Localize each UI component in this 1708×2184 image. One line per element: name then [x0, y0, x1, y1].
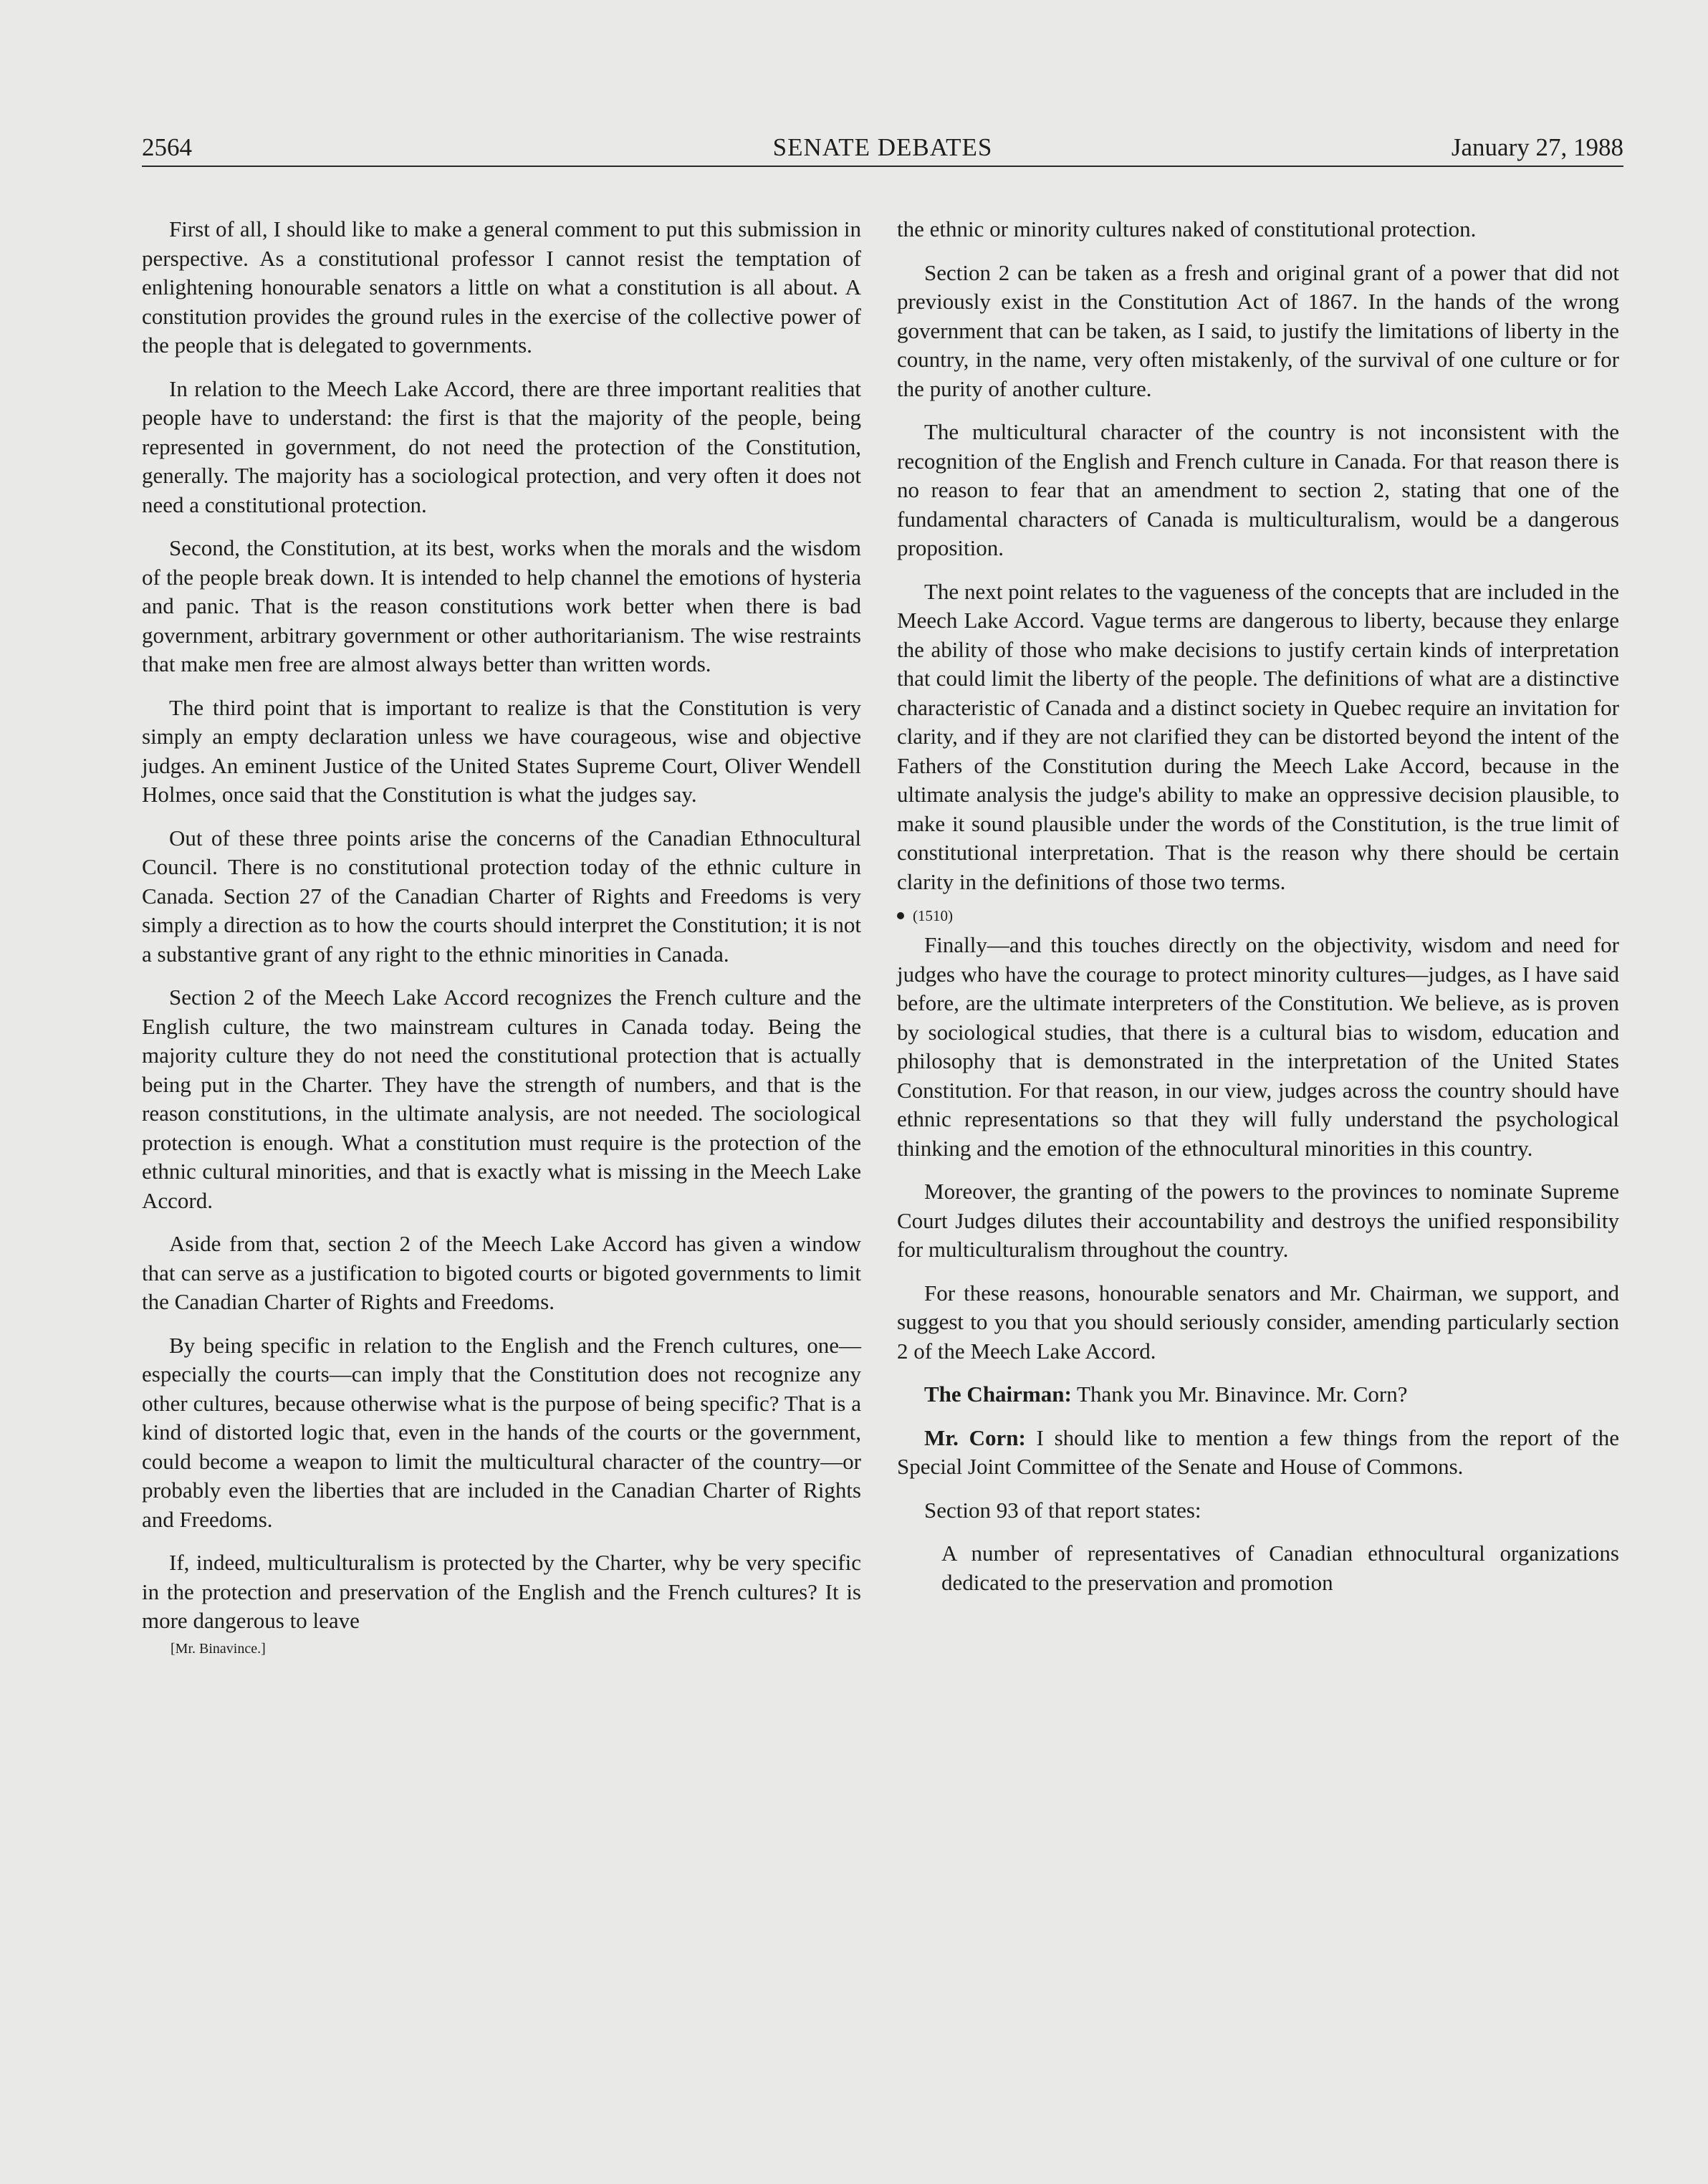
section-intro: Section 93 of that report states:	[924, 1497, 1201, 1523]
time-marker	[897, 905, 1619, 926]
paragraph: By being specific in relation to the English and the French cultures, one—especially the courts—can imply that the Constitution does not recognize any other cultures, because otherwise what is the purpose of being specific? That is a kind of distorted logic that, even in the hands of the courts or the government, could become a weapon to limit the multicultural character of the country—or probably even the liberties that are included in the Canadian Charter of Rights and Freedoms.	[142, 1332, 861, 1532]
paragraph: The third point that is important to realize is that the Constitution is very simply an empty declaration unless we have courageous, wise and objective judges. An eminent Justice of the United States Supreme Court, Oliver Wendell Holmes, once said that the Constitution is what the judges say.	[142, 694, 861, 807]
bullet-icon	[897, 912, 904, 919]
time-marker-label: (1510)	[913, 907, 953, 924]
publication-title: SENATE DEBATES	[772, 133, 993, 161]
header-rule	[142, 166, 1623, 167]
paragraph: Section 2 of the Meech Lake Accord recognizes the French culture and the English culture, the two mainstream cultures in Canada today. Being the majority culture they do not need the constitutional protection that is actually being put in the Charter. They have the strength of numbers, and that is the reason constitutions, in the ultimate analysis, are not needed. The sociological protection is enough. What a constitution must require is the protection of the ethnic cultural minorities, and that is exactly what is missing in the Meech Lake Accord.	[142, 985, 861, 1213]
paragraph: Aside from that, section 2 of the Meech Lake Accord has given a window that can serve as a justification to bigoted courts or bigoted governments to limit the Canadian Charter of Rights and Freedoms.	[142, 1231, 861, 1314]
chairman-remark	[897, 1380, 1619, 1409]
paragraph: The next point relates to the vagueness of the concepts that are included in the Meech Lake Accord. Vague terms are dangerous to liberty, because they enlarge the ability of those who make decisions to justify certain kinds of interpretation that could limit the liberty of the people. The definitions of what are a distinctive characteristic of Canada and a distinct society in Quebec require an invitation for clarity, and if they are not clarified they can be distorted beyond the intent of the Fathers of the Constitution during the Meech Lake Accord, because in the ultimate analysis the judge's ability to make an oppressive decision plausible, to make it sound plausible under the words of the Constitution, is the true limit of constitutional interpretation. That is the reason why there should be certain clarity in the definitions of those two terms.	[897, 578, 1619, 894]
paragraph-continuation: the ethnic or minority cultures naked of constitutional protection.	[897, 216, 1477, 241]
page-header	[142, 131, 1623, 164]
paragraph: The multicultural character of the country is not inconsistent with the recognition of the English and French culture in Canada. For that reason there is no reason to fear that an amendment to section 2, stating that one of the fundamental characters of Canada is multiculturalism, would be a dangerous proposition.	[897, 419, 1619, 560]
paragraph: In relation to the Meech Lake Accord, there are three important realities that people have to understand: the first is that the majority of the people, being represented in government, do not need the protection of the Constitution, generally. The majority has a sociological protection, and very often it does not need a constitutional protection.	[142, 375, 861, 517]
paragraph: If, indeed, multiculturalism is protected by the Charter, why be very specific in the protection and preservation of the English and the French cultures? It is more dangerous to leave	[142, 1550, 861, 1633]
remark-text: I should like to mention a few things from the report of the Special Joint Committee of the Senate and House of Commons.	[897, 1424, 1619, 1479]
corn-remark	[897, 1424, 1619, 1482]
paragraph: Second, the Constitution, at its best, works when the morals and the wisdom of the people break down. It is intended to help channel the emotions of hysteria and panic. That is the reason constitutions work better when there is bad government, arbitrary government or other authoritarianism. The wise restraints that make men free are almost always better than written words.	[142, 535, 861, 676]
right-column	[897, 215, 1619, 1611]
paragraph: For these reasons, honourable senators and Mr. Chairman, we support, and suggest to you that you should seriously consider, amending particularly section 2 of the Meech Lake Accord.	[897, 1280, 1619, 1364]
speaker-name: Mr. Corn:	[924, 1424, 1026, 1450]
block-quote: A number of representatives of Canadian ethnocultural organizations dedicated to the preservation and promotion	[941, 1541, 1619, 1595]
page-number: 2564	[142, 133, 192, 161]
issue-date: January 27, 1988	[1451, 133, 1623, 161]
paragraph: Section 2 can be taken as a fresh and original grant of a power that did not previously exist in the Constitution Act of 1867. In the hands of the wrong government that can be taken, as I said, to justify the limitations of liberty in the country, in the name, very often mistakenly, of the survival of one culture or for the purity of another culture.	[897, 259, 1619, 401]
left-column	[142, 215, 861, 1659]
paragraph: Moreover, the granting of the powers to the provinces to nominate Supreme Court Judges dilutes their accountability and destroys the unified responsibility for multiculturalism throughout the country.	[897, 1179, 1619, 1262]
remark-text: Thank you Mr. Binavince. Mr. Corn?	[1071, 1381, 1408, 1407]
speaker-footnote: [Mr. Binavince.]	[171, 1640, 266, 1657]
paragraph: Out of these three points arise the concerns of the Canadian Ethnocultural Council. There is no constitutional protection today of the ethnic culture in Canada. Section 27 of the Canadian Charter of Rights and Freedoms is very simply a direction as to how the courts should interpret the Constitution; it is not a substantive grant of any right to the ethnic minorities in Canada.	[142, 825, 861, 967]
speaker-name: The Chairman:	[924, 1381, 1072, 1407]
paragraph: Finally—and this touches directly on the objectivity, wisdom and need for judges who have the courage to protect minority cultures—judges, as I have said before, are the ultimate interpreters of the Constitution. We believe, as is proven by sociological studies, that there is a cultural bias to wisdom, education and philosophy that is demonstrated in the interpretation of the United States Constitution. For that reason, in our view, judges across the country should have ethnic representations so that they will fully understand the psychological thinking and the emotion of the ethnocultural minorities in this country.	[897, 932, 1619, 1161]
paragraph: First of all, I should like to make a general comment to put this submission in perspective. As a constitutional professor I cannot resist the temptation of enlightening honourable senators a little on what a constitution is all about. A constitution provides the ground rules in the exercise of the collective power of the people that is delegated to governments.	[142, 216, 861, 358]
